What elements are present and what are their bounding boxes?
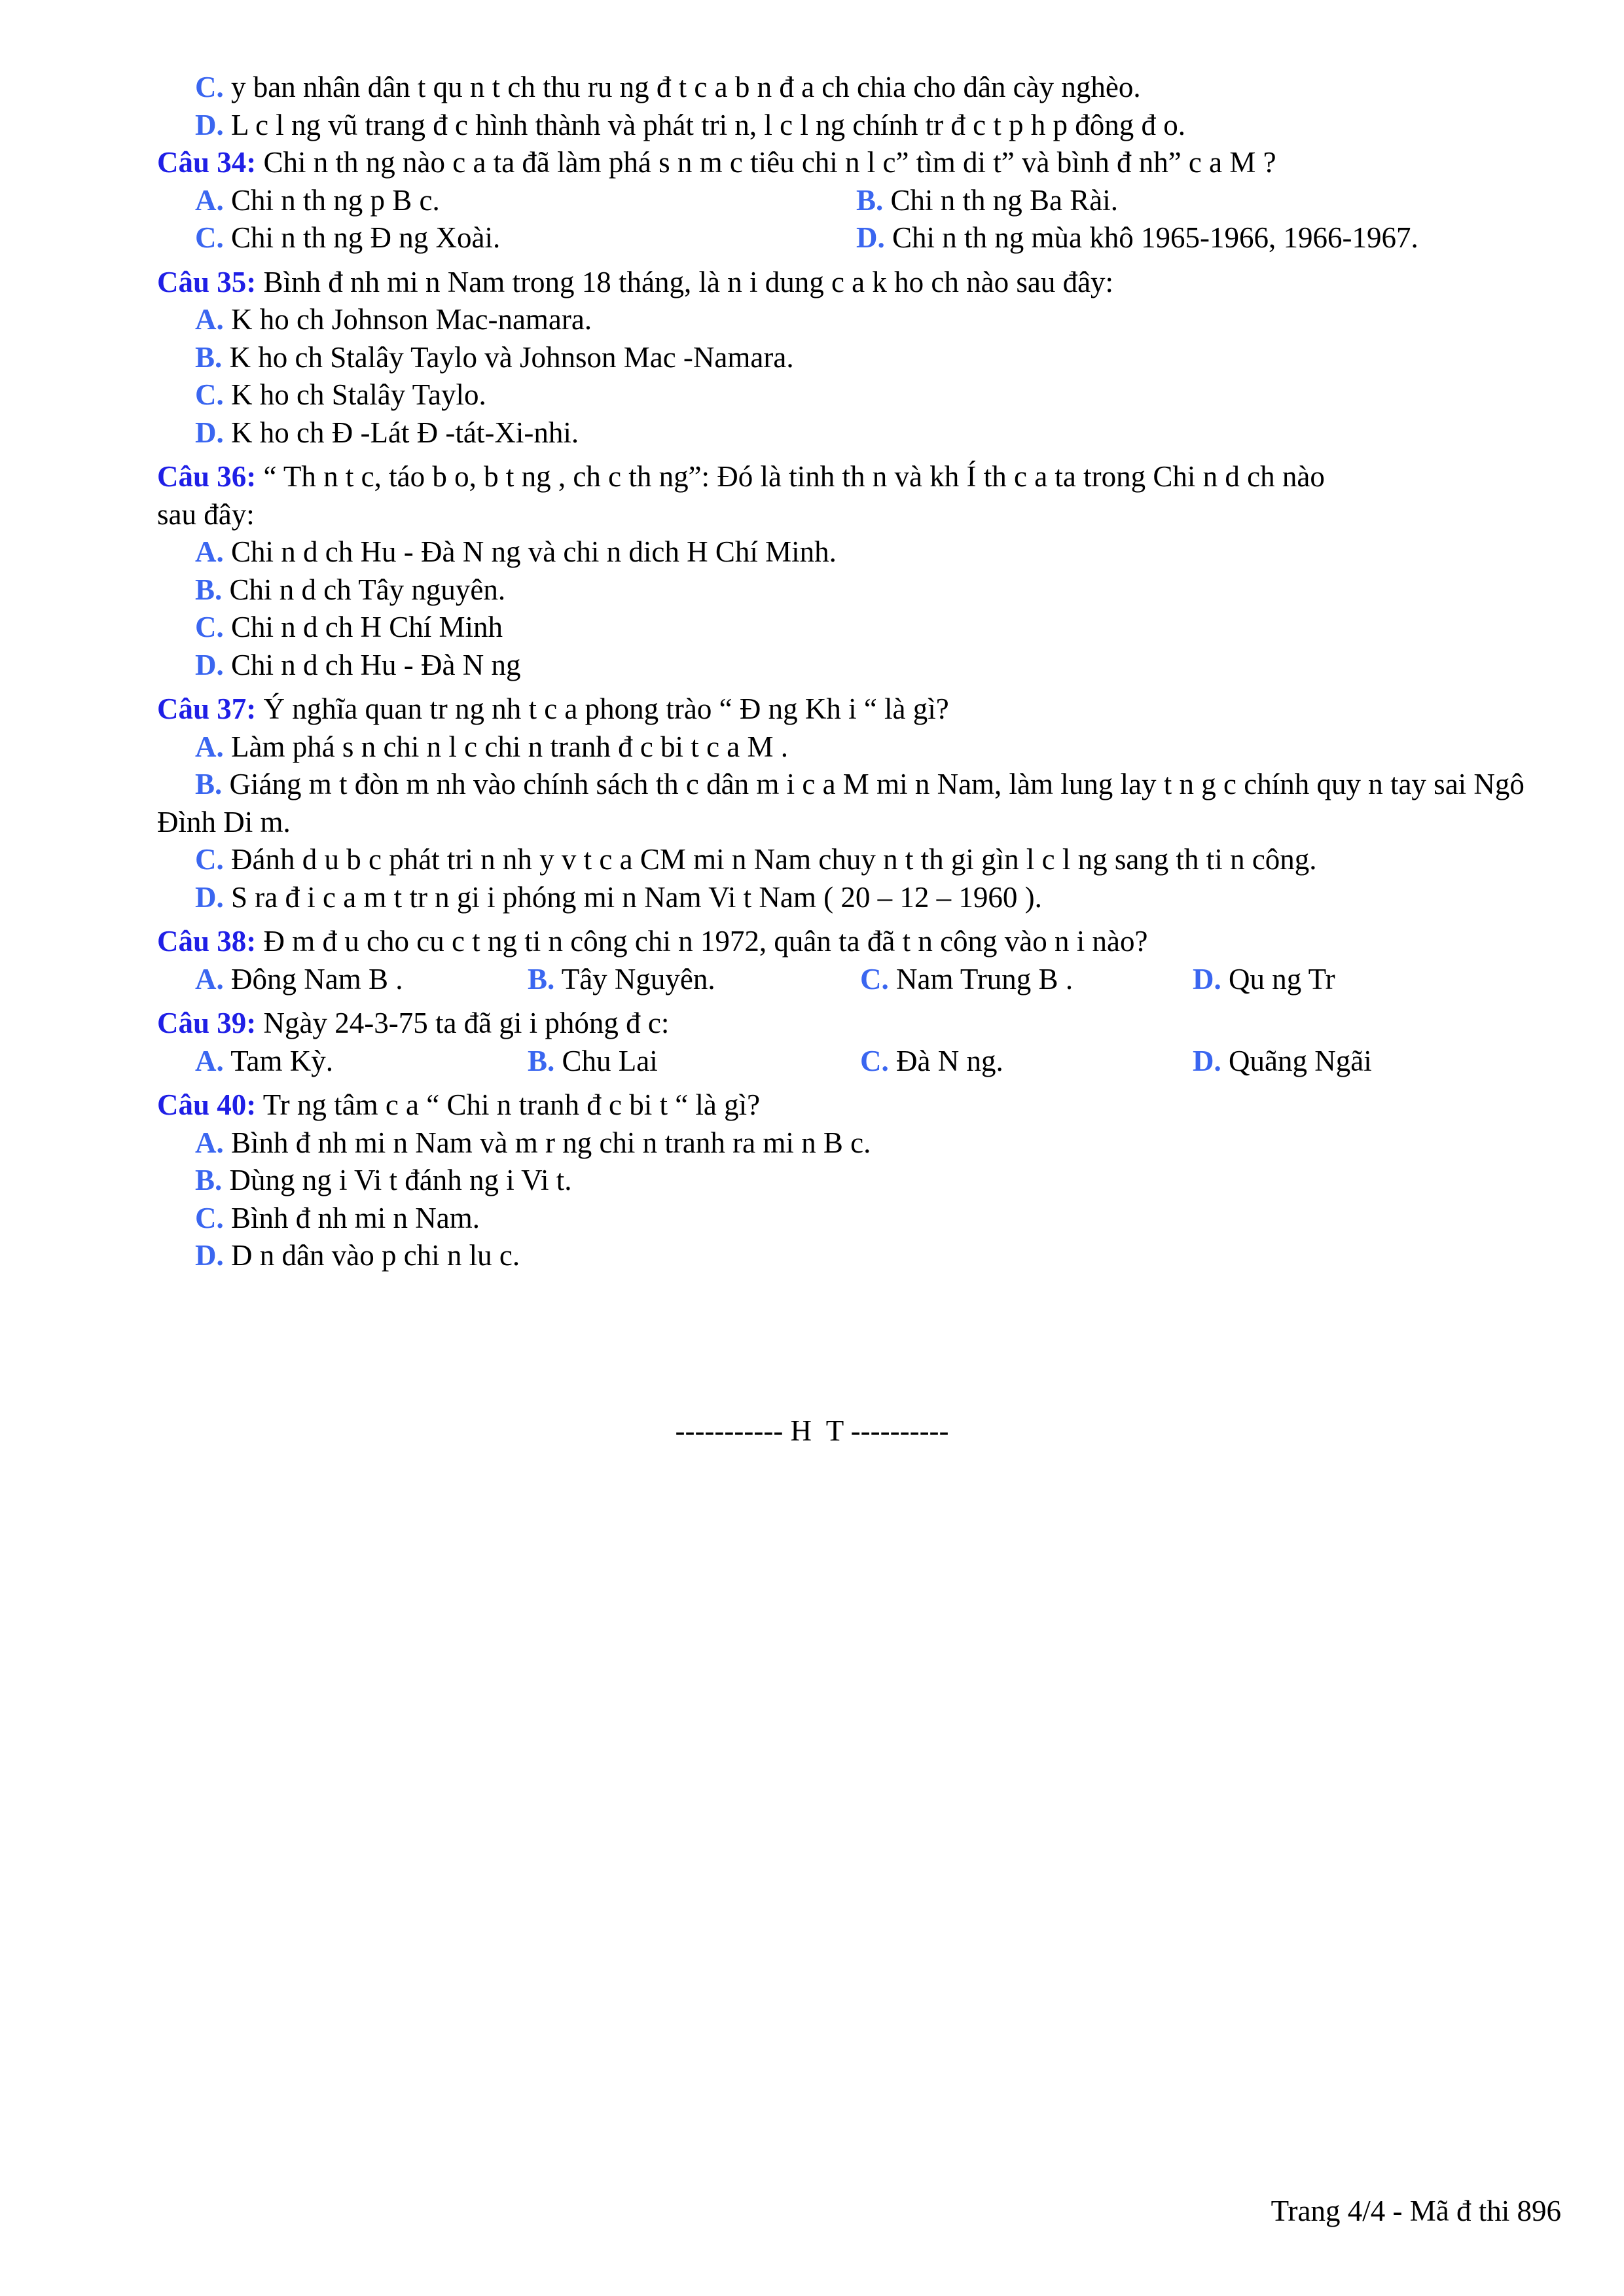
question-block	[157, 264, 1564, 452]
page-footer: Trang 4/4 - Mã đ thi 896	[1271, 2195, 1561, 2227]
question-text: Bình đ nh mi n Nam trong 18 tháng, là n i dung c a k ho ch nào sau đây:	[263, 265, 1114, 298]
end-marker: ----------- H T ----------	[675, 1414, 949, 1447]
question-stem	[157, 1005, 1564, 1043]
option-label: D.	[1193, 962, 1221, 996]
answer-option	[856, 182, 1517, 220]
answer-option	[157, 609, 1564, 647]
option-text: Bình đ nh mi n Nam và m r ng chi n tranh ra mi n B c.	[231, 1126, 871, 1159]
question-block	[157, 458, 1564, 684]
question-block	[157, 1086, 1564, 1275]
question-number: Câu 40:	[157, 1088, 257, 1121]
option-text: Chi n th ng p B c.	[231, 183, 440, 217]
answer-option	[860, 1043, 1193, 1081]
question-stem	[157, 923, 1564, 961]
answer-option	[1193, 961, 1525, 999]
question-stem	[157, 1086, 1564, 1124]
option-text: Chi n d ch Hu - Đà N ng	[231, 648, 521, 681]
answer-option	[1193, 1043, 1525, 1081]
answer-option	[157, 414, 1564, 452]
option-label: B.	[195, 768, 223, 800]
option-text: L c l ng vũ trang đ c hình thành và phát tri n, l c l ng chính tr đ c t p h p đông đ o.	[231, 108, 1186, 141]
answer-option	[157, 728, 1564, 766]
option-text: D n dân vào p chi n lu c.	[231, 1239, 520, 1272]
option-label: C.	[860, 1044, 889, 1077]
option-text: Tây Nguyên.	[561, 962, 715, 996]
option-label: A.	[195, 183, 224, 217]
question-number: Câu 39:	[157, 1007, 257, 1039]
option-row	[157, 182, 1564, 220]
option-label: D.	[195, 648, 224, 681]
answer-option	[157, 1200, 1564, 1238]
exam-content	[157, 69, 1564, 1275]
question-block	[157, 691, 1564, 916]
option-label: D.	[195, 1239, 224, 1272]
answer-option	[195, 1043, 528, 1081]
option-label: D.	[195, 880, 224, 914]
answer-option	[860, 961, 1193, 999]
answer-option	[157, 766, 1564, 841]
question-stem	[157, 691, 1564, 728]
option-text: Chi n d ch Hu - Đà N ng và chi n dich H Chí Minh.	[231, 535, 837, 568]
option-label: C.	[195, 378, 224, 411]
answer-option	[157, 571, 1564, 609]
option-label: A.	[195, 1044, 224, 1077]
option-label: B.	[528, 1044, 555, 1077]
option-text: Bình đ nh mi n Nam.	[231, 1201, 480, 1234]
question-text: “ Th n t c, táo b o, b t ng , ch c th ng”: Đó là tinh th n và kh Í th c a ta trong Chi n d ch nào	[263, 460, 1325, 493]
option-row	[157, 961, 1564, 999]
question-text: Ý nghĩa quan tr ng nh t c a phong trào “ Đ ng Kh i “ là gì?	[263, 692, 949, 725]
question-number: Câu 38:	[157, 925, 257, 958]
answer-option	[157, 841, 1564, 879]
option-label: A.	[195, 535, 224, 568]
option-label: B.	[195, 340, 223, 374]
question-text: Ngày 24-3-75 ta đã gi i phóng đ c:	[263, 1007, 670, 1039]
option-label: C.	[195, 1201, 224, 1234]
answer-option	[195, 961, 528, 999]
option-label: D.	[856, 221, 885, 254]
question-number: Câu 37:	[157, 692, 257, 725]
option-text: Tam Kỳ.	[230, 1044, 334, 1077]
option-label: A.	[195, 730, 224, 763]
question-text-continued: sau đây:	[157, 497, 255, 531]
answer-option	[528, 1043, 860, 1081]
option-text: Đà N ng.	[896, 1044, 1003, 1077]
option-text: Chi n th ng Đ ng Xoài.	[231, 221, 501, 254]
option-row	[157, 1043, 1564, 1081]
answer-option	[157, 647, 1564, 685]
option-label: D.	[195, 108, 224, 141]
option-label: B.	[195, 1164, 223, 1196]
option-text: K ho ch Đ -Lát Đ -tát-Xi-nhi.	[231, 416, 579, 449]
question-stem	[157, 144, 1564, 182]
option-text: Dùng ng i Vi t đánh ng i Vi t.	[229, 1164, 572, 1196]
question-block	[157, 144, 1564, 257]
option-text: Chu Lai	[562, 1044, 658, 1077]
answer-option	[195, 219, 856, 257]
option-text: Đánh d u b c phát tri n nh y v t c a CM mi n Nam chuy n t th gi gìn l c l ng sang th ti n công.	[231, 843, 1317, 876]
option-label: A.	[195, 1126, 224, 1159]
option-text: S ra đ i c a m t tr n gi i phóng mi n Nam Vi t Nam ( 20 – 12 – 1960 ).	[231, 880, 1042, 914]
question-number: Câu 36:	[157, 460, 257, 493]
option-text: Nam Trung B .	[896, 962, 1074, 996]
question-text: Đ m đ u cho cu c t ng ti n công chi n 1972, quân ta đã t n công vào n i nào?	[263, 925, 1148, 958]
answer-option	[157, 1237, 1564, 1275]
option-text: K ho ch Stalây Taylo và Johnson Mac -Namara.	[229, 340, 794, 374]
option-text: Chi n th ng Ba Rài.	[890, 183, 1119, 217]
question-block	[157, 1005, 1564, 1080]
question-text: Tr ng tâm c a “ Chi n tranh đ c bi t “ là gì?	[262, 1088, 761, 1121]
answer-option	[157, 533, 1564, 571]
option-label: C.	[195, 611, 224, 643]
carryover-option	[157, 69, 1564, 107]
option-text: Làm phá s n chi n l c chi n tranh đ c bi t c a M .	[231, 730, 789, 763]
question-stem	[157, 458, 1564, 496]
answer-option	[157, 301, 1564, 339]
option-label: A.	[195, 962, 224, 996]
option-label: B.	[195, 573, 223, 606]
answer-option	[195, 182, 856, 220]
question-stem	[157, 264, 1564, 302]
option-text: K ho ch Johnson Mac-namara.	[231, 303, 592, 336]
option-label: C.	[195, 843, 224, 876]
option-text: Chi n d ch Tây nguyên.	[229, 573, 506, 606]
option-label: C.	[195, 71, 224, 103]
option-row	[157, 219, 1564, 257]
question-number: Câu 34:	[157, 146, 257, 179]
option-text: Chi n th ng mùa khô 1965-1966, 1966-1967.	[892, 221, 1418, 254]
answer-option	[157, 1162, 1564, 1200]
option-text: Đông Nam B .	[231, 962, 403, 996]
answer-option	[157, 376, 1564, 414]
option-label: C.	[860, 962, 889, 996]
answer-option	[157, 339, 1564, 377]
option-label: B.	[528, 962, 555, 996]
carryover-option	[157, 107, 1564, 145]
answer-option	[856, 219, 1517, 257]
answer-option	[528, 961, 860, 999]
question-block	[157, 923, 1564, 998]
question-text: Chi n th ng nào c a ta đã làm phá s n m c tiêu chi n l c” tìm di t” và bình đ nh” c a M ?	[263, 146, 1276, 179]
option-text: Quãng Ngãi	[1229, 1044, 1372, 1077]
option-text: y ban nhân dân t qu n t ch thu ru ng đ t c a b n đ a ch chia cho dân cày nghèo.	[231, 71, 1141, 103]
option-label: D.	[1193, 1044, 1221, 1077]
question-number: Câu 35:	[157, 265, 257, 298]
option-text: K ho ch Stalây Taylo.	[231, 378, 486, 411]
option-text: Giáng m t đòn m nh vào chính sách th c dân m i c a M mi n Nam, làm lung lay t n g c chính quy n tay sai Ngô Đình Di m.	[157, 768, 1525, 838]
answer-option	[157, 879, 1564, 917]
option-text: Chi n d ch H Chí Minh	[231, 611, 503, 643]
option-label: C.	[195, 221, 224, 254]
option-label: B.	[856, 183, 884, 217]
option-text: Qu ng Tr	[1229, 962, 1335, 996]
option-label: A.	[195, 303, 224, 336]
option-label: D.	[195, 416, 224, 449]
answer-option	[157, 1124, 1564, 1162]
